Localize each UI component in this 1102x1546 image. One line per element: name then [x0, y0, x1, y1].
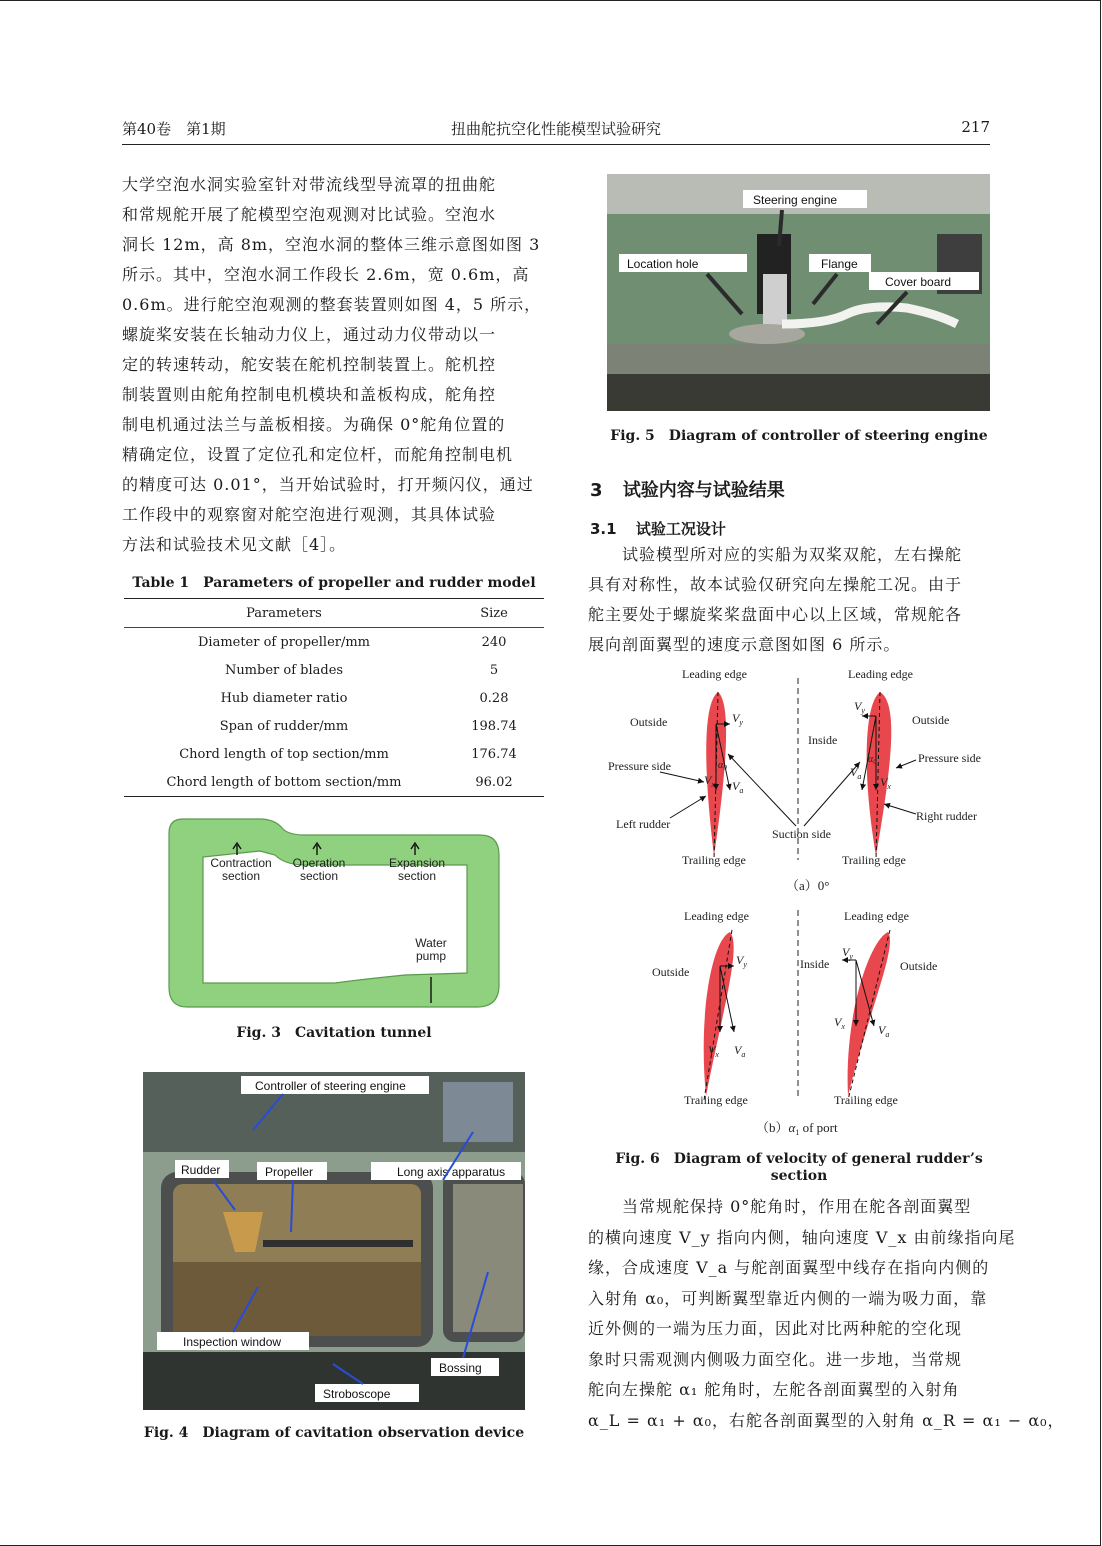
fig6-sub-a: （a）0°	[786, 878, 830, 893]
table-row	[124, 740, 544, 768]
fig6a-suction: Suction side	[772, 827, 831, 841]
right-column-text-1	[588, 540, 1012, 660]
fig3-operation-label-2: section	[299, 869, 339, 883]
right-text-1-line: 展向剖面翼型的速度示意图如图 6 所示。	[588, 635, 901, 654]
fig6b-left-va: $V_a$	[734, 1043, 746, 1059]
left-text-line: 定的转速转动，舵安装在舵机控制装置上。舵机控	[122, 355, 497, 374]
fig6b-left-trailing: Trailing edge	[684, 1093, 748, 1107]
fig6a-vy: $V_y$	[732, 711, 743, 727]
fig3-contraction-label-1: Contraction	[210, 856, 272, 870]
right-text-1-line: 具有对称性，故本试验仅研究向左操舵工况。由于	[588, 575, 963, 594]
fig6-velocity-diagram	[600, 664, 1010, 1144]
table1-param-cell: Diameter of propeller/mm	[197, 634, 371, 650]
right-text-2-line: 的横向速度 V_y 指向内侧，轴向速度 V_x 由前缘指向尾	[588, 1227, 1016, 1247]
section-3-number: 3	[590, 480, 603, 501]
fig5-steering-label: Steering engine	[753, 193, 838, 207]
right-text-2-line: 象时只需观测内侧吸力面空化。进一步地，当常规	[588, 1349, 963, 1369]
journal-volume: 第40卷 第1期	[122, 120, 226, 138]
fig5-controller-photo	[607, 174, 990, 411]
fig6b-inside: Inside	[800, 957, 830, 971]
fig3-cavitation-tunnel	[165, 815, 505, 1015]
table-row	[124, 684, 544, 712]
fig4-caption: Fig. 4 Diagram of cavitation observation device	[143, 1425, 525, 1441]
table-row	[124, 712, 544, 740]
fig6a-right-outside: Outside	[912, 713, 950, 727]
right-column-text-2	[588, 1192, 1065, 1436]
fig6b-left-vx: $V_x$	[708, 1043, 719, 1059]
fig6-sub-b: $(b)\alpha_1$ of port	[756, 1120, 838, 1137]
fig5-flange-label: Flange	[821, 257, 858, 271]
left-text-line: 精确定位，设置了定位孔和定位杆，而舵角控制电机	[122, 445, 514, 464]
right-text-2-line: 缘，合成速度 V_a 与舵剖面翼型中线存在指向内侧的	[588, 1258, 990, 1277]
fig6a-left-rudder: Left rudder	[616, 817, 671, 831]
table1-param-cell: Hub diameter ratio	[220, 690, 348, 706]
fig4-observation-photo	[143, 1072, 525, 1410]
fig6a-left-leading: Leading edge	[682, 667, 747, 681]
left-column-text	[122, 170, 546, 560]
table1-size-cell: 176.74	[471, 746, 517, 762]
fig6a-right-leading: Leading edge	[848, 667, 913, 681]
fig6a-right-trailing: Trailing edge	[842, 853, 906, 867]
fig3-contraction-label-2: section	[221, 869, 261, 883]
fig6a-va: $V_a$	[732, 779, 744, 795]
fig4-controller-label: Controller of steering engine	[255, 1079, 406, 1093]
right-text-1-line: 舵主要处于螺旋桨桨盘面中心以上区域，常规舵各	[588, 605, 963, 624]
fig4-bossing-label: Bossing	[439, 1361, 482, 1375]
fig6a-right-rudder: Right rudder	[916, 809, 977, 823]
table-row	[124, 656, 544, 684]
table1-size-cell: 5	[489, 662, 499, 678]
table1-size-cell: 96.02	[444, 768, 544, 797]
section-3-title: 试验内容与试验结果	[622, 480, 785, 501]
fig6b-left-leading: Leading edge	[684, 909, 749, 923]
section-31-title: 试验工况设计	[635, 520, 726, 538]
table-row	[124, 628, 544, 657]
fig6b-right-vy: $V_y$	[842, 945, 853, 961]
fig6b-right-outside: Outside	[900, 959, 938, 973]
left-text-line: 制装置则由舵角控制电机模块和盖板构成，舵角控	[122, 385, 497, 404]
fig6a-right-va: $V_a$	[850, 765, 862, 781]
left-text-line: 大学空泡水洞实验室针对带流线型导流罩的扭曲舵	[122, 175, 497, 194]
table1-param-cell: Number of blades	[224, 662, 344, 678]
table1-size-cell: 198.74	[471, 718, 517, 734]
fig6a-right-vy: $V_y$	[854, 699, 865, 715]
left-text-line: 和常规舵开展了舵模型空泡观测对比试验。空泡水	[122, 205, 497, 224]
fig6a-inside: Inside	[808, 733, 838, 747]
left-text-line: 工作段中的观察窗对舵空泡进行观测，其具体试验	[122, 505, 497, 524]
fig5-cover-label: Cover board	[885, 275, 952, 289]
fig3-expansion-label-1: Expansion	[388, 856, 446, 870]
fig4-propeller-label: Propeller	[265, 1165, 314, 1179]
fig6a-right-pressure: Pressure side	[918, 751, 981, 765]
left-text-line: 所示。其中，空泡水洞工作段长 2.6m，宽 0.6m，高	[122, 265, 530, 284]
table1-param-cell: Chord length of top section/mm	[179, 746, 389, 762]
right-text-2-line: 当常规舵保持 0°舵角时，作用在舵各剖面翼型	[588, 1197, 972, 1216]
fig3-pump-label-1: Water	[415, 936, 447, 950]
left-text-line: 制电机通过法兰与盖板相接。为确保 0°舵角位置的	[122, 415, 506, 434]
table1-header-param: Parameters	[124, 599, 444, 628]
fig5-caption: Fig. 5 Diagram of controller of steering engine	[610, 428, 988, 444]
fig3-expansion-label-2: section	[397, 869, 437, 883]
fig6a-vx: $V_x$	[704, 773, 715, 789]
fig5-location-label: Location hole	[627, 257, 699, 271]
header-rule	[122, 144, 990, 145]
fig4-stroboscope-label: Stroboscope	[323, 1387, 391, 1401]
fig6b-right-trailing: Trailing edge	[834, 1093, 898, 1107]
fig4-rudder-label: Rudder	[181, 1163, 221, 1177]
left-text-line: 方法和试验技术见文献［4］。	[122, 535, 347, 554]
fig4-long-axis-label: Long axis apparatus	[397, 1165, 506, 1179]
table1-param-cell: Span of rudder/mm	[219, 718, 349, 734]
right-text-2-line: 近外侧的一端为压力面，因此对比两种舵的空化现	[588, 1319, 963, 1338]
table1-caption: Table 1 Parameters of propeller and rudder model	[132, 575, 536, 591]
running-title: 扭曲舵抗空化性能模型试验研究	[450, 120, 661, 138]
right-text-2-line: 入射角 α₀，可判断翼型靠近内侧的一端为吸力面，靠	[588, 1288, 988, 1308]
table1-size-cell: 0.28	[479, 690, 509, 706]
section-31-number: 3.1	[590, 520, 617, 538]
fig3-caption: Fig. 3 Cavitation tunnel	[236, 1025, 432, 1041]
left-text-line: 0.6m。进行舵空泡观测的整套装置则如图 4，5 所示，	[122, 295, 542, 314]
fig6a-right-alpha0: $\alpha_0$	[868, 754, 877, 766]
page-number: 217	[961, 118, 990, 136]
table1	[124, 598, 544, 797]
section-31-heading	[590, 518, 726, 539]
fig4-inspection-label: Inspection window	[183, 1335, 282, 1349]
right-text-2-line: α_L = α₁ + α₀，右舵各剖面翼型的入射角 α_R = α₁ − α₀，	[588, 1410, 1065, 1430]
fig3-pump-label-2: pump	[415, 949, 447, 963]
table1-size-cell: 240	[481, 634, 507, 650]
fig6b-right-leading: Leading edge	[844, 909, 909, 923]
right-text-1-line: 试验模型所对应的实船为双桨双舵，左右操舵	[588, 545, 963, 564]
table1-header-size: Size	[444, 599, 544, 628]
fig6b-right-va: $V_a$	[878, 1023, 890, 1039]
fig3-operation-label-1: Operation	[292, 856, 346, 870]
fig6b-left-vy: $V_y$	[736, 953, 747, 969]
left-text-line: 螺旋桨安装在长轴动力仪上，通过动力仪带动以一	[122, 325, 497, 344]
fig6b-right-vx: $V_x$	[834, 1015, 845, 1031]
fig6b-left-outside: Outside	[652, 965, 690, 979]
section-3-heading	[590, 476, 785, 502]
fig6a-left-outside: Outside	[630, 715, 668, 729]
left-text-line: 的精度可达 0.01°，当开始试验时，打开频闪仪，通过	[122, 475, 534, 494]
right-text-2-line: 舵向左操舵 α₁ 舵角时，左舵各剖面翼型的入射角	[588, 1380, 960, 1399]
fig6a-left-alpha0: $\alpha_0$	[718, 760, 727, 772]
fig6a-left-pressure: Pressure side	[608, 759, 671, 773]
left-text-line: 洞长 12m，高 8m，空泡水洞的整体三维示意图如图 3	[122, 235, 541, 254]
fig6a-right-vx: $V_x$	[880, 775, 891, 791]
table1-param-cell: Chord length of bottom section/mm	[124, 768, 444, 797]
table-row	[124, 768, 544, 797]
running-header	[122, 118, 990, 142]
fig6a-left-trailing: Trailing edge	[682, 853, 746, 867]
fig6-caption: Fig. 6 Diagram of velocity of general rudder’s section	[615, 1151, 983, 1184]
